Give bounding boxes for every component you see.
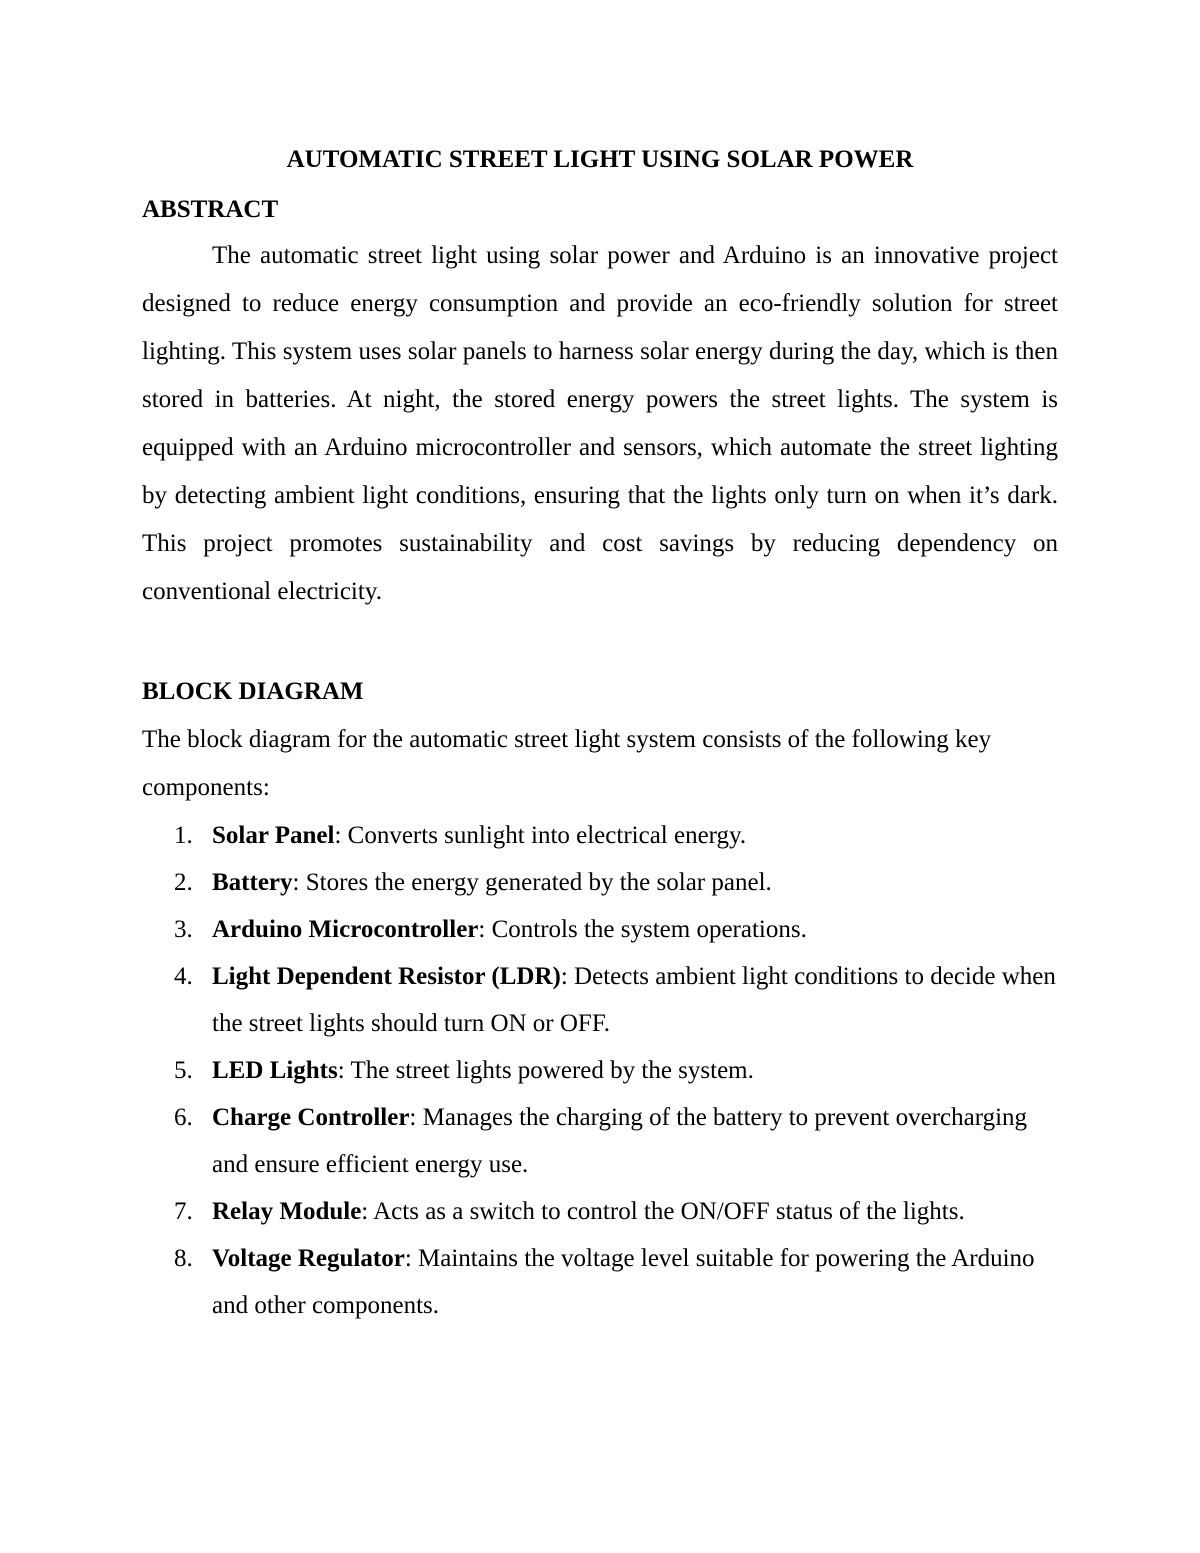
list-item-number: 3. — [174, 916, 193, 943]
list-item-number: 7. — [174, 1198, 193, 1225]
page-content — [142, 140, 1058, 1329]
component-name: Voltage Regulator — [212, 1245, 405, 1272]
abstract-paragraph: The automatic street light using solar power and Arduino is an innovative project designed to reduce energy consumption and provide an eco-friendly solution for street lighting. This system uses solar panels to harness solar energy during the day, which is then stored in batteries. At night, the stored energy powers the street lights. The system is equipped with an Arduino microcontroller and sensors, which automate the street lighting by detecting ambient light conditions, ensuring that the lights only turn on when it’s dark. This project promotes sustainability and cost savings by reducing dependency on conventional electricity. — [142, 242, 1058, 605]
component-description: : Controls the system operations. — [478, 916, 807, 943]
list-item — [142, 953, 1058, 1047]
component-name: Solar Panel — [212, 822, 335, 849]
component-description: : The street lights powered by the system. — [337, 1057, 754, 1084]
component-name: LED Lights — [212, 1057, 338, 1084]
list-item — [142, 859, 1058, 906]
component-description: : Acts as a switch to control the ON/OFF status of the lights. — [361, 1198, 965, 1225]
component-name: Battery — [212, 869, 293, 896]
block-diagram-heading: BLOCK DIAGRAM — [142, 678, 364, 705]
list-item — [142, 1235, 1058, 1329]
list-item-number: 5. — [174, 1057, 193, 1084]
component-description: : Stores the energy generated by the solar panel. — [292, 869, 772, 896]
list-item — [142, 1188, 1058, 1235]
list-item-number: 1. — [174, 822, 193, 849]
component-name: Light Dependent Resistor (LDR) — [212, 963, 561, 990]
component-name: Charge Controller — [212, 1104, 410, 1131]
component-name: Arduino Microcontroller — [212, 916, 479, 943]
component-description: : Detects ambient light conditions to decide when the street lights should turn ON or OFF. — [212, 963, 1056, 1037]
list-item — [142, 1094, 1058, 1188]
component-description: : Converts sunlight into electrical energy. — [334, 822, 747, 849]
list-item-number: 6. — [174, 1104, 193, 1131]
components-list — [142, 812, 1058, 1329]
list-item — [142, 906, 1058, 953]
block-diagram-intro: The block diagram for the automatic street light system consists of the following key components: — [142, 726, 992, 801]
list-item — [142, 1047, 1058, 1094]
component-description: : Manages the charging of the battery to prevent overcharging and ensure efficient energy use. — [212, 1104, 1028, 1178]
component-name: Relay Module — [212, 1198, 362, 1225]
list-item-number: 4. — [174, 963, 193, 990]
list-item-number: 8. — [174, 1245, 193, 1272]
list-item-number: 2. — [174, 869, 193, 896]
document-title: AUTOMATIC STREET LIGHT USING SOLAR POWER — [286, 146, 914, 173]
abstract-heading: ABSTRACT — [142, 196, 279, 223]
list-item — [142, 812, 1058, 859]
component-description: : Maintains the voltage level suitable for powering the Arduino and other components. — [212, 1245, 1035, 1319]
